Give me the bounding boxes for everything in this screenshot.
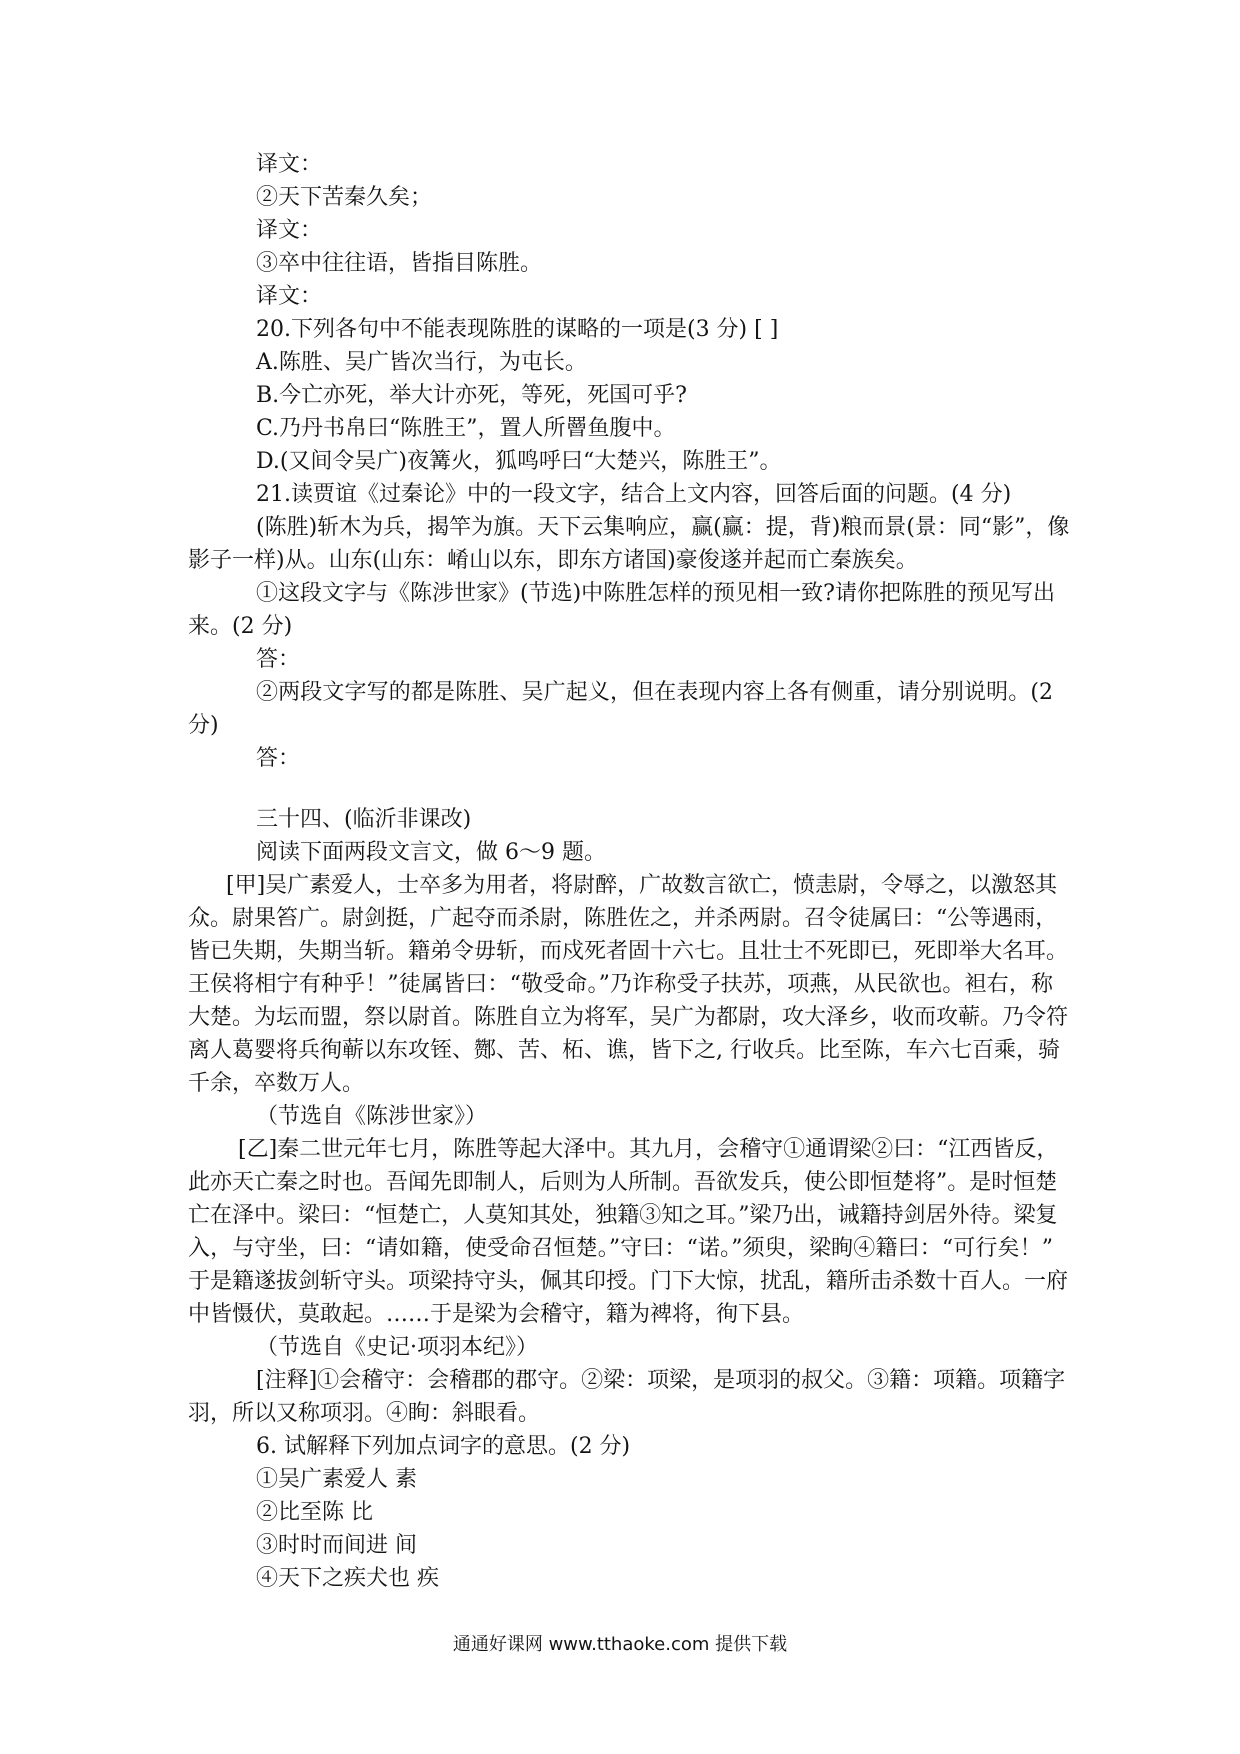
question-21-1: ①这段文字与《陈涉世家》(节选)中陈胜怎样的预见相一致?请你把陈胜的预见写出 — [256, 581, 1055, 606]
instruction: 阅读下面两段文言文，做 6～9 题。 — [256, 840, 606, 865]
text-line: 译文： — [256, 284, 323, 309]
passage-a-line: 众。尉果笞广。尉剑挺，广起夺而杀尉，陈胜佐之，并杀两尉。召令徒属曰：“公等遇雨， — [188, 906, 1058, 931]
passage-line: (陈胜)斩木为兵，揭竿为旗。天下云集响应，赢(赢：提，背)粮而景(景：同“影”，像 — [256, 515, 1070, 540]
text-line: 译文： — [256, 218, 323, 243]
question-21-2: ②两段文字写的都是陈胜、吴广起义，但在表现内容上各有侧重，请分别说明。(2 — [256, 680, 1053, 705]
option-d: D.(又间令吴广)夜篝火，狐鸣呼曰“大楚兴，陈胜王”。 — [256, 449, 782, 474]
option-b: B.今亡亦死，举大计亦死，等死，死国可乎? — [256, 383, 687, 408]
section-heading: 三十四、(临沂非课改) — [256, 807, 472, 832]
passage-b-line: 中皆慑伏，莫敢起。……于是梁为会稽守，籍为裨将，徇下县。 — [188, 1302, 805, 1327]
page-footer: 通通好课网 www.tthaoke.com 提供下载 — [452, 1634, 788, 1655]
text-line: ③卒中往往语，皆指目陈胜。 — [256, 251, 543, 276]
question-6-item: ③时时而间进 间 — [256, 1533, 417, 1558]
answer-label: 答： — [256, 647, 301, 672]
question-20: 20.下列各句中不能表现陈胜的谋略的一项是(3 分) [ ] — [256, 317, 779, 342]
option-a: A.陈胜、吴广皆次当行，为屯长。 — [256, 350, 587, 375]
question-6-item: ②比至陈 比 — [256, 1500, 373, 1525]
passage-a-line: 皆已失期，失期当斩。籍弟令毋斩，而戍死者固十六七。且壮士不死即已，死即举大名耳。 — [188, 939, 1069, 964]
passage-b-line: 于是籍遂拔剑斩守头。项梁持守头，佩其印授。门下大惊，扰乱，籍所击杀数十百人。一府 — [188, 1269, 1069, 1294]
notes-line: 羽，所以又称项羽。④眴：斜眼看。 — [188, 1401, 541, 1426]
passage-a-line: 大楚。为坛而盟，祭以尉首。陈胜自立为将军，吴广为都尉，攻大泽乡，收而攻蕲。乃令符 — [188, 1005, 1069, 1030]
question-21-2-cont: 分) — [188, 713, 219, 738]
option-c: C.乃丹书帛曰“陈胜王”，置人所罾鱼腹中。 — [256, 416, 676, 441]
notes-line: [注释]①会稽守：会稽郡的郡守。②梁：项梁，是项羽的叔父。③籍：项籍。项籍字 — [256, 1368, 1066, 1393]
question-21-1-cont: 来。(2 分) — [188, 614, 293, 639]
passage-a-line: 千余，卒数万人。 — [188, 1071, 365, 1096]
passage-b-line: 亡在泽中。梁曰：“恒楚亡，人莫知其处，独籍③知之耳。”梁乃出，诫籍持剑居外待。梁复 — [188, 1203, 1058, 1228]
passage-line: 影子一样)从。山东(山东：崤山以东，即东方诸国)豪俊遂并起而亡秦族矣。 — [188, 548, 918, 573]
question-6: 6. 试解释下列加点词字的意思。(2 分) — [256, 1434, 631, 1459]
passage-b-line: 入，与守坐，曰：“请如籍，使受命召恒楚。”守曰：“诺。”须臾，梁眴④籍曰：“可行矣！” — [188, 1236, 1053, 1261]
source-citation: （节选自《陈涉世家》） — [256, 1104, 488, 1129]
answer-label: 答： — [256, 746, 301, 771]
passage-a-line: 王侯将相宁有种乎！”徒属皆曰：“敬受命。”乃诈称受子扶苏，项燕，从民欲也。袒右，称 — [188, 972, 1053, 997]
passage-a-line: [甲]吴广素爱人，士卒多为用者，将尉醉，广故数言欲亡，愤恚尉，令辱之，以激怒其 — [226, 873, 1058, 898]
text-line: 译文： — [256, 152, 323, 177]
passage-a-line: 离人葛婴将兵徇蕲以东攻铚、酂、苦、柘、谯，皆下之, 行收兵。比至陈，车六七百乘，骑 — [188, 1038, 1060, 1063]
text-line: ②天下苦秦久矣； — [256, 185, 433, 210]
question-6-item: ④天下之疾犬也 疾 — [256, 1566, 439, 1591]
passage-b-line: [乙]秦二世元年七月，陈胜等起大泽中。其九月，会稽守①通谓梁②曰：“江西皆反， — [238, 1137, 1059, 1162]
question-21: 21.读贾谊《过秦论》中的一段文字，结合上文内容，回答后面的问题。(4 分) — [256, 482, 1012, 507]
source-citation: （节选自《史记·项羽本纪》） — [256, 1335, 538, 1360]
question-6-item: ①吴广素爱人 素 — [256, 1467, 417, 1492]
passage-b-line: 此亦天亡秦之时也。吾闻先即制人，后则为人所制。吾欲发兵，使公即恒楚将”。是时恒楚 — [188, 1170, 1058, 1195]
